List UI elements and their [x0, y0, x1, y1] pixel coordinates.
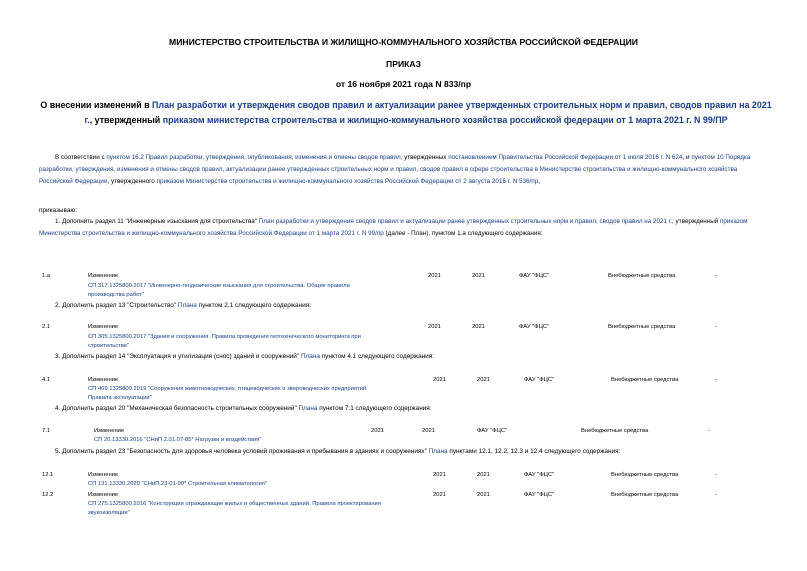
prikazyvayu: приказываю: [39, 207, 77, 214]
row-dash: - [715, 492, 717, 498]
item-2 [55, 302, 311, 309]
title-order-link[interactable]: приказом министерства строительства и жилищно-коммунального хозяйства российской федерации от 1 марта 2021 г. N 99/ПР [162, 115, 728, 125]
row-doc-link-2[interactable]: Правила эксплуатации" [88, 395, 152, 401]
row-year-start: 2021 [433, 492, 446, 498]
row-action: Изменение [88, 273, 119, 279]
row-doc-link[interactable]: СП 131.13330.2020 "СНиП 23-01-99* Строительная климатология" [88, 481, 267, 487]
row-org: ФАУ "ФЦС" [524, 492, 555, 498]
government-decree-link-num[interactable]: 624 [672, 154, 683, 161]
item-1-tail: (далее - План), пунктом 1.а следующего содержания: [383, 230, 543, 237]
title-plan-link-end[interactable]: г. [84, 115, 90, 125]
row-year-start: 2021 [433, 472, 446, 478]
row-year-end: 2021 [477, 377, 490, 383]
row-year-start: 2021 [371, 428, 384, 434]
row-id: 1.а [42, 273, 51, 279]
ministry-order-link-num[interactable]: 536/пр [519, 178, 539, 185]
item-1-order-link[interactable]: приказом Министерства строительства и жилищно-коммунального хозяйства Российской Федерации от 1 марта 2021 г. N 99/пр [39, 218, 748, 237]
row-year-start: 2021 [428, 324, 441, 330]
row-doc-link[interactable]: СП 305.1325800.2017 "Здания и сооружения. Правила проведения геотехнического мониторинга при [88, 334, 361, 340]
row-doc-link[interactable]: СП 317.1325800.2017 "Инженерно-геодезические изыскания для строительства. Общие правила [88, 283, 350, 289]
row-org: ФАУ "ФЦС" [477, 428, 508, 434]
item-1 [39, 216, 767, 240]
row-doc-link[interactable]: СП 469.1325800.2019 "Сооружения животноводческих, птицеводческих и звероводческих предприятий. [88, 386, 368, 392]
item-4-plan-link[interactable]: Плана [298, 405, 318, 412]
document-title [36, 98, 776, 128]
row-year-start: 2021 [433, 377, 446, 383]
row-year-end: 2021 [422, 428, 435, 434]
preamble-paragraph [39, 152, 767, 188]
doc-type: ПРИКАЗ [386, 59, 421, 69]
row-dash: - [715, 472, 717, 478]
ministry-heading: МИНИСТЕРСТВО СТРОИТЕЛЬСТВА И ЖИЛИЩНО-КОММУНАЛЬНОГО ХОЗЯЙСТВА РОССИЙСКОЙ ФЕДЕРАЦИИ [169, 37, 638, 47]
row-action: Изменение [88, 377, 119, 383]
row-dash: - [708, 428, 710, 434]
row-funding: Внебюджетные средства [611, 492, 679, 498]
title-plan-link[interactable]: План разработки и утверждения сводов правил и актуализации ранее утвержденных строительных норм и правил, сводов правил на 2021 [152, 100, 772, 110]
ministry-order-link[interactable]: приказом Министерства строительства и жилищно-коммунального хозяйства Российской Федерации от 2 августа 2016 г. N [156, 178, 518, 185]
row-doc-link-2[interactable]: строительстве" [88, 343, 130, 349]
item-5-tail: пунктами 12.1, 12.2, 12.3 и 12.4 следующего содержания: [447, 448, 621, 455]
title-text-2: , утвержденный [89, 115, 163, 125]
item-3-tail: пунктом 4.1 следующего содержания: [319, 353, 434, 360]
row-doc-link-2[interactable]: звукоизоляции" [88, 510, 130, 516]
row-funding: Внебюджетные средства [611, 472, 679, 478]
item-4-text: 4. Дополнить раздел 20 "Механическая безопасность строительных сооружений" [55, 405, 299, 412]
row-year-start: 2021 [428, 273, 441, 279]
item-1-text: 1. Дополнить раздел 11 "Инженерные изыскания для строительства" [55, 218, 259, 225]
row-funding: Внебюджетные средства [611, 377, 679, 383]
item-3-text: 3. Дополнить раздел 14 "Эксплуатация и утилизация (снос) зданий и сооружений" [55, 353, 301, 360]
row-id: 7.1 [42, 428, 51, 434]
preamble-text-5: , [538, 178, 540, 185]
row-id: 2.1 [42, 324, 51, 330]
row-doc-link-2[interactable]: производства работ" [88, 292, 144, 298]
item-2-tail: пунктом 2.1 следующего содержания: [196, 302, 311, 309]
row-dash: - [715, 273, 717, 279]
item-2-plan-link[interactable]: Плана [177, 302, 197, 309]
title-text: О внесении изменений в [40, 100, 153, 110]
rules-link[interactable]: пунктом 16.2 Правил разработки, утверждения, опубликования, изменения и отмены сводов правил [106, 154, 401, 161]
item-3-plan-link[interactable]: Плана [300, 353, 320, 360]
item-5-plan-link[interactable]: Плана [428, 448, 448, 455]
row-year-end: 2021 [472, 273, 485, 279]
item-1-plan-link[interactable]: План разработки и утверждения сводов правил и актуализации ранее утвержденных строительных норм и правил, сводов правил на 2021 г. [258, 218, 673, 225]
item-5 [55, 448, 620, 455]
row-funding: Внебюджетные средства [608, 324, 676, 330]
item-4 [55, 405, 432, 412]
row-year-end: 2021 [477, 472, 490, 478]
row-dash: - [715, 324, 717, 330]
preamble-text-2: , утвержденных [400, 154, 449, 161]
item-5-text: 5. Дополнить раздел 23 "Безопасность для здоровья человека условий проживания и пребывания в зданиях и сооружениях" [55, 448, 429, 455]
item-4-tail: пунктом 7.1 следующего содержания: [317, 405, 432, 412]
row-dash: - [715, 377, 717, 383]
government-decree-link[interactable]: постановлением Правительства Российской Федерации от 1 июля 2016 г. N [448, 154, 671, 161]
doc-date-number: от 16 ноября 2021 года N 833/пр [335, 79, 472, 89]
row-id: 4.1 [42, 377, 51, 383]
row-id: 12.2 [42, 492, 54, 498]
row-funding: Внебюджетные средства [581, 428, 649, 434]
item-3 [55, 353, 434, 360]
row-action: Изменение [88, 472, 119, 478]
row-action: Изменение [88, 492, 119, 498]
row-action: Изменение [88, 324, 119, 330]
preamble-text: В соответствии с [55, 154, 107, 161]
row-doc-link[interactable]: СП 20.13330.2016 "СНиП 2.01.07-85* Нагрузки и воздействия" [94, 437, 262, 443]
row-year-end: 2021 [472, 324, 485, 330]
row-org: ФАУ "ФЦС" [524, 377, 555, 383]
row-org: ФАУ "ФЦС" [524, 472, 555, 478]
row-org: ФАУ "ФЦС" [519, 324, 550, 330]
preamble-text-3: , и [682, 154, 692, 161]
item-1-text-2: , утвержденный [672, 218, 720, 225]
row-action: Изменение [94, 428, 125, 434]
row-funding: Внебюджетные средства [608, 273, 676, 279]
item-2-text: 2. Дополнить раздел 13 "Строительство" [55, 302, 178, 309]
preamble-text-4: , утвержденного [107, 178, 157, 185]
row-doc-link[interactable]: СП 275.1325800.2016 "Конструкции ограждающие жилых и общественных зданий. Правила проектирования [88, 501, 381, 507]
row-org: ФАУ "ФЦС" [519, 273, 550, 279]
row-id: 12.1 [42, 472, 54, 478]
row-year-end: 2021 [477, 492, 490, 498]
procedure-link[interactable]: пунктом 10 Порядка разработки, утверждения, изменения и отмены сводов правил, актуализации ранее утвержденных строительных норм и правил, сводов правил в сфере строительства в Министерстве строительства и жилищно-коммунального хозяйства Российской Федерации [39, 154, 751, 185]
